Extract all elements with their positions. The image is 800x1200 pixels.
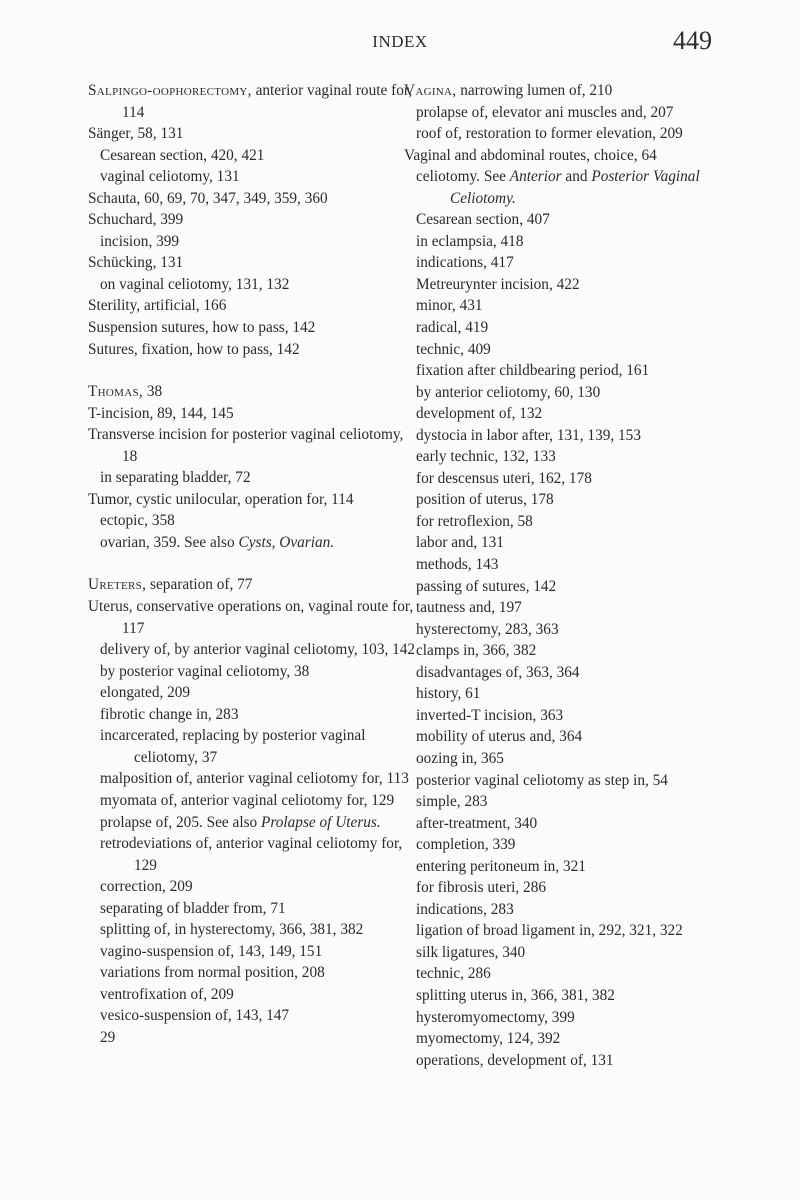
index-entry — [404, 446, 739, 468]
index-entry — [404, 683, 739, 705]
index-entry — [88, 231, 418, 253]
index-entry — [404, 576, 739, 598]
index-entry — [88, 145, 418, 167]
index-entry — [404, 382, 739, 404]
page-header — [0, 0, 800, 70]
entry-text: narrowing lumen of, 210 — [456, 82, 613, 99]
entry-text: posterior vaginal celiotomy as step in, 54 — [416, 771, 668, 789]
index-entry — [88, 639, 418, 661]
index-entry — [404, 102, 739, 124]
index-entry — [88, 812, 418, 834]
entry-text: myomectomy, 124, 392 — [416, 1030, 561, 1048]
cross-reference: Posterior Vaginal Celiotomy. — [450, 168, 700, 207]
index-entry — [404, 554, 739, 576]
index-entry — [404, 274, 739, 296]
entry-text: indications, 417 — [416, 254, 514, 272]
index-entry — [404, 532, 739, 554]
index-entry — [88, 682, 418, 704]
index-entry — [404, 145, 739, 167]
entry-text: ligation of broad ligament in, 292, 321, 322 — [416, 922, 683, 940]
index-entry — [88, 510, 418, 532]
entry-text: ectopic, 358 — [100, 512, 175, 530]
index-entry — [404, 489, 739, 511]
index-entry — [404, 1028, 739, 1050]
index-entry — [404, 662, 739, 684]
entry-text: Schuchard, 399 — [88, 211, 184, 229]
entry-text: dystocia in labor after, 131, 139, 153 — [416, 426, 641, 444]
index-entry — [404, 748, 739, 770]
entry-text: elongated, 209 — [100, 684, 191, 702]
entry-text: fibrotic change in, 283 — [100, 705, 239, 723]
entry-text: ventrofixation of, 209 — [100, 985, 234, 1003]
index-entry — [88, 768, 418, 790]
entry-text: separating of bladder from, 71 — [100, 899, 286, 917]
index-entry — [88, 725, 418, 768]
entry-text: tautness and, 197 — [416, 599, 522, 617]
index-entry — [88, 403, 418, 425]
entry-heading: Ureters, — [88, 576, 147, 594]
entry-text: variations from normal position, 208 — [100, 964, 325, 982]
entry-text: technic, 409 — [416, 340, 491, 358]
entry-text: roof of, restoration to former elevation, 209 — [416, 125, 683, 143]
index-entry — [88, 962, 418, 984]
entry-text: ovarian, 359. See also — [100, 533, 239, 551]
entry-text: indications, 283 — [416, 900, 514, 918]
entry-text: mobility of uterus and, 364 — [416, 728, 583, 746]
index-column-right — [404, 80, 739, 1071]
entry-text: Vaginal and abdominal routes, choice, 64 — [404, 146, 657, 164]
entry-text: Schücking, 131 — [88, 254, 184, 272]
index-entry — [88, 876, 418, 898]
entry-text: myomata of, anterior vaginal celiotomy for, 129 — [100, 791, 395, 809]
index-entry — [88, 941, 418, 963]
page-number: 449 — [673, 26, 712, 55]
index-entry — [404, 597, 739, 619]
entry-text: T-incision, 89, 144, 145 — [88, 404, 234, 422]
index-entry — [88, 596, 418, 639]
entry-text: by anterior celiotomy, 60, 130 — [416, 383, 601, 401]
index-entry — [404, 425, 739, 447]
index-entry — [404, 339, 739, 361]
index-entry — [88, 252, 418, 274]
index-entry — [88, 574, 418, 596]
entry-text: Metreurynter incision, 422 — [416, 275, 580, 293]
entry-text: Schauta, 60, 69, 70, 347, 349, 359, 360 — [88, 189, 328, 207]
entry-text: splitting of, in hysterectomy, 366, 381, 382 — [100, 921, 364, 939]
index-entry — [404, 468, 739, 490]
index-entry — [404, 1007, 739, 1029]
entry-text: retrodeviations of, anterior vaginal celiotomy for, 129 — [100, 835, 403, 874]
index-entry — [404, 231, 739, 253]
entry-text: hysterectomy, 283, 363 — [416, 620, 559, 638]
index-entry — [88, 489, 418, 511]
index-entry — [88, 1005, 418, 1027]
entry-text: Sutures, fixation, how to pass, 142 — [88, 340, 300, 358]
index-entry — [88, 661, 418, 683]
index-entry — [404, 317, 739, 339]
index-entry — [404, 899, 739, 921]
index-entry — [404, 963, 739, 985]
entry-text: vesico-suspension of, 143, 147 — [100, 1007, 290, 1025]
index-entry — [88, 984, 418, 1006]
index-entry — [404, 770, 739, 792]
entry-text: delivery of, by anterior vaginal celiotomy, 103, 142 — [100, 641, 416, 659]
cross-reference: Prolapse of Uterus. — [261, 813, 381, 831]
index-entry — [88, 790, 418, 812]
index-entry — [88, 339, 418, 361]
entry-text: vagino-suspension of, 143, 149, 151 — [100, 942, 323, 960]
entry-text: celiotomy. See — [416, 168, 510, 186]
entry-text: for retroflexion, 58 — [416, 512, 533, 530]
index-entry — [404, 166, 739, 209]
index-entry — [404, 1050, 739, 1072]
entry-text: incision, 399 — [100, 232, 180, 250]
index-entry — [88, 704, 418, 726]
index-entry — [88, 833, 418, 876]
index-entry — [404, 640, 739, 662]
index-entry — [404, 705, 739, 727]
index-entry — [88, 209, 418, 231]
entry-text: clamps in, 366, 382 — [416, 642, 537, 660]
cross-reference: Anterior — [509, 168, 562, 186]
entry-text: on vaginal celiotomy, 131, 132 — [100, 275, 290, 293]
entry-text: disadvantages of, 363, 364 — [416, 663, 580, 681]
entry-text: completion, 339 — [416, 836, 516, 854]
entry-text: history, 61 — [416, 685, 481, 703]
entry-text: Cesarean section, 407 — [416, 211, 550, 229]
entry-text: 29 — [100, 1028, 116, 1046]
entry-text: minor, 431 — [416, 297, 483, 315]
index-entry — [88, 166, 418, 188]
index-entry — [404, 942, 739, 964]
index-entry — [404, 877, 739, 899]
entry-text: in eclampsia, 418 — [416, 232, 524, 250]
entry-text: 38 — [143, 383, 163, 401]
entry-text: correction, 209 — [100, 878, 193, 896]
entry-text: development of, 132 — [416, 405, 543, 423]
cross-reference: Cysts, Ovarian. — [238, 533, 335, 551]
entry-text: labor and, 131 — [416, 534, 504, 552]
entry-text: inverted-T incision, 363 — [416, 706, 564, 724]
index-entry — [88, 188, 418, 210]
index-entry — [88, 919, 418, 941]
index-entry — [88, 532, 418, 554]
entry-text: prolapse of, 205. See also — [100, 813, 262, 831]
index-entry — [404, 403, 739, 425]
entry-text: Sänger, 58, 131 — [88, 125, 184, 143]
index-entry — [404, 123, 739, 145]
index-entry — [88, 381, 418, 403]
index-entry — [404, 920, 739, 942]
index-entry — [404, 252, 739, 274]
index-entry — [88, 424, 418, 467]
entry-text: malposition of, anterior vaginal celiotomy for, 113 — [100, 770, 409, 788]
index-entry — [88, 898, 418, 920]
entry-text: vaginal celiotomy, 131 — [100, 168, 240, 186]
entry-text: Uterus, conservative operations on, vaginal route for, 117 — [88, 598, 414, 637]
entry-text: Tumor, cystic unilocular, operation for, 114 — [88, 490, 354, 508]
entry-text: simple, 283 — [416, 793, 488, 811]
index-entry — [404, 80, 739, 102]
index-entry — [404, 791, 739, 813]
entry-text: passing of sutures, 142 — [416, 577, 557, 595]
entry-text: operations, development of, 131 — [416, 1051, 614, 1069]
entry-text: silk ligatures, 340 — [416, 943, 526, 961]
entry-text: for descensus uteri, 162, 178 — [416, 469, 592, 487]
index-entry — [88, 467, 418, 489]
entry-heading: Thomas, — [88, 383, 143, 401]
entry-text: entering peritoneum in, 321 — [416, 857, 586, 875]
entry-text: separation of, 77 — [146, 576, 253, 594]
entry-text: and — [561, 168, 592, 186]
index-entry — [88, 317, 418, 339]
entry-heading: Vagina, — [404, 82, 457, 99]
entry-text: Suspension sutures, how to pass, 142 — [88, 319, 316, 337]
entry-text: after-treatment, 340 — [416, 814, 538, 832]
index-entry — [404, 813, 739, 835]
entry-text: technic, 286 — [416, 965, 491, 983]
index-entry — [88, 1027, 418, 1049]
index-entry — [88, 123, 418, 145]
entry-text: incarcerated, replacing by posterior vaginal celiotomy, 37 — [100, 727, 366, 766]
entry-text: oozing in, 365 — [416, 749, 504, 767]
running-title: INDEX — [372, 32, 428, 51]
entry-text: hysteromyomectomy, 399 — [416, 1008, 575, 1026]
index-entry — [404, 856, 739, 878]
index-entry — [88, 80, 418, 123]
entry-text: fixation after childbearing period, 161 — [416, 362, 650, 380]
entry-text: for fibrosis uteri, 286 — [416, 879, 547, 897]
entry-text: splitting uterus in, 366, 381, 382 — [416, 986, 615, 1004]
index-entry — [404, 726, 739, 748]
entry-text: Sterility, artificial, 166 — [88, 297, 227, 315]
entry-text: methods, 143 — [416, 556, 499, 574]
index-entry — [404, 834, 739, 856]
index-entry — [404, 619, 739, 641]
entry-text: early technic, 132, 133 — [416, 448, 556, 466]
index-entry — [404, 985, 739, 1007]
entry-text: by posterior vaginal celiotomy, 38 — [100, 662, 310, 680]
index-entry — [404, 209, 739, 231]
index-entry — [88, 295, 418, 317]
index-entry — [404, 511, 739, 533]
index-entry — [404, 295, 739, 317]
index-entry — [404, 360, 739, 382]
entry-text: Transverse incision for posterior vaginal celiotomy, 18 — [88, 426, 404, 465]
entry-text: position of uterus, 178 — [416, 491, 554, 509]
entry-text: prolapse of, elevator ani muscles and, 207 — [416, 103, 674, 121]
entry-text: anterior vaginal route for, 114 — [122, 82, 413, 121]
entry-heading: Salpingo-oophorectomy, — [88, 82, 252, 99]
entry-text: Cesarean section, 420, 421 — [100, 146, 265, 164]
entry-text: in separating bladder, 72 — [100, 469, 251, 487]
entry-text: radical, 419 — [416, 319, 489, 337]
index-entry — [88, 274, 418, 296]
index-column-left — [88, 80, 418, 1049]
